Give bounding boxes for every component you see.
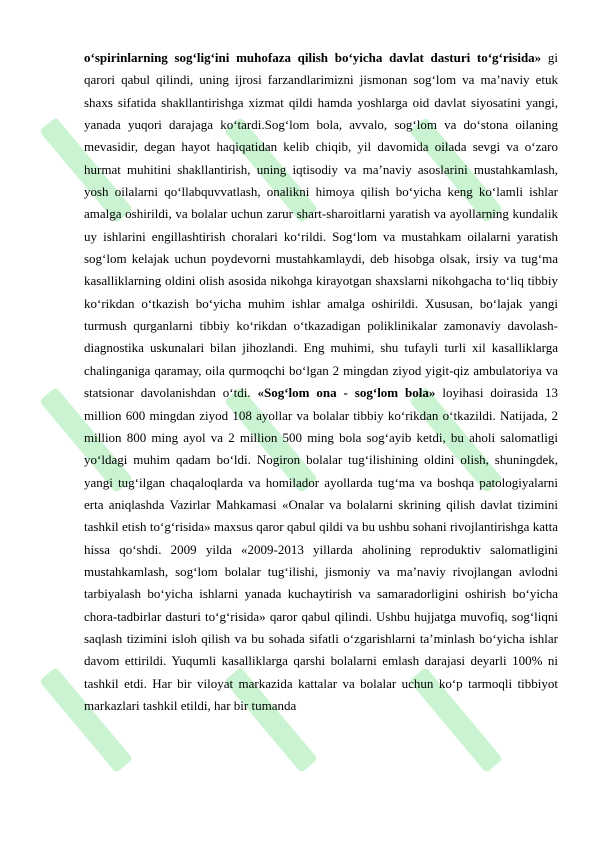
program-name: «Sog‘lom ona - sog‘lom bola» <box>257 385 436 401</box>
body-paragraph <box>84 47 558 717</box>
paragraph-text-part-2: loyihasi doirasida 13 million 600 mingdan ziyod 108 ayollar va bolalar tibbiy ko‘rikdan o‘tkazildi. Natijada, 2 million 800 ming ayol va 2 million 500 ming bola sog‘ayib ketdi, bu aholi salomatligi yo‘ldagi muhim qadam bo‘ldi. Nogiron bolalar tug‘ilishining oldini olish, shuningdek, yangi tug‘ilgan chaqaloqlarda va homilador ayollarda tug‘ma va boshqa patologiyalarni erta aniqlashda Vazirlar Mahkamasi «Onalar va bolalarni skrining qilish davlat tizimini tashkil etish to‘g‘risida» maxsus qaror qabul qildi va bu ushbu sohani rivojlantirishga katta hissa qo‘shdi. 2009 yilda «2009-2013 yillarda aholining reproduktiv salomatligini mustahkamlash, sog‘lom bolalar tug‘ilishi, jismoniy va ma’naviy rivojlangan avlodni tarbiyalash bo‘yicha ishlarni yanada kuchaytirish va samaradorligini oshirish bo‘yicha chora-tadbirlar dasturi to‘g‘risida» qaror qabul qilindi. Ushbu hujjatga muvofiq, sog‘liqni saqlash tizimini isloh qilish va bu sohada sifatli o‘zgarishlarni ta’minlash bo‘yicha ishlar davom ettirildi. Yuqumli kasalliklarga qarshi bolalarni emlash darajasi deyarli 100% ni tashkil etdi. Har bir viloyat markazida kattalar va bolalar uchun ko‘p tarmoqli tibbiyot markazlari tashkil etildi, har bir tumanda <box>84 385 558 713</box>
decree-title: o‘spirinlarning sog‘lig‘ini muhofaza qilish bo‘yicha davlat dasturi to‘g‘risida» <box>84 50 542 65</box>
paragraph-text-part-1: gi qarori qabul qilindi, uning ijrosi farzandlarimizni jismonan sog‘lom va ma’naviy etuk shaxs sifatida shakllantirishga xizmat qildi hamda yoshlarga oid davlat siyosatini yangi, yanada yuqori darajaga ko‘tardi.Sog‘lom bola, avvalo, sog‘lom va do‘stona oilaning mevasidir, degan hayot haqiqatidan kelib chiqib, yil davomida oilada sevgi va o‘zaro hurmat muhitini shakllantirish, uning iqtisodiy va ma’naviy asoslarini mustahkamlash, yosh oilalarni qo‘llabquvvatlash, onalikni himoya qilish bo‘yicha keng ko‘lamli ishlar amalga oshirildi, va bolalar uchun zarur shart-sharoitlarni yaratish va ayollarning kundalik uy ishlarini engillashtirish choralari ko‘rildi. Sog‘lom va mustahkam oilalarni yaratish sog‘lom kelajak uchun poydevorni mustahkamlaydi, deb hisobga olsak, irsiy va tug‘ma kasalliklarning oldini olish asosida nikohga kirayotgan shaxslarni nikohgacha to‘liq tibbiy ko‘rikdan o‘tkazish bo‘yicha muhim ishlar amalga oshirildi. Xususan, bo‘lajak yangi turmush qurganlarni tibbiy ko‘rikdan o‘tkazadigan poliklinikalar zamonaviy davolash-diagnostika uskunalari bilan jihozlandi. Eng muhimi, shu tufayli turli xil kasalliklarga chalinganiga qaramay, oila qurmoqchi bo‘lgan 2 mingdan ziyod yigit-qiz ambulatoriya va statsionar davolanishdan o‘tdi. <box>84 50 558 401</box>
